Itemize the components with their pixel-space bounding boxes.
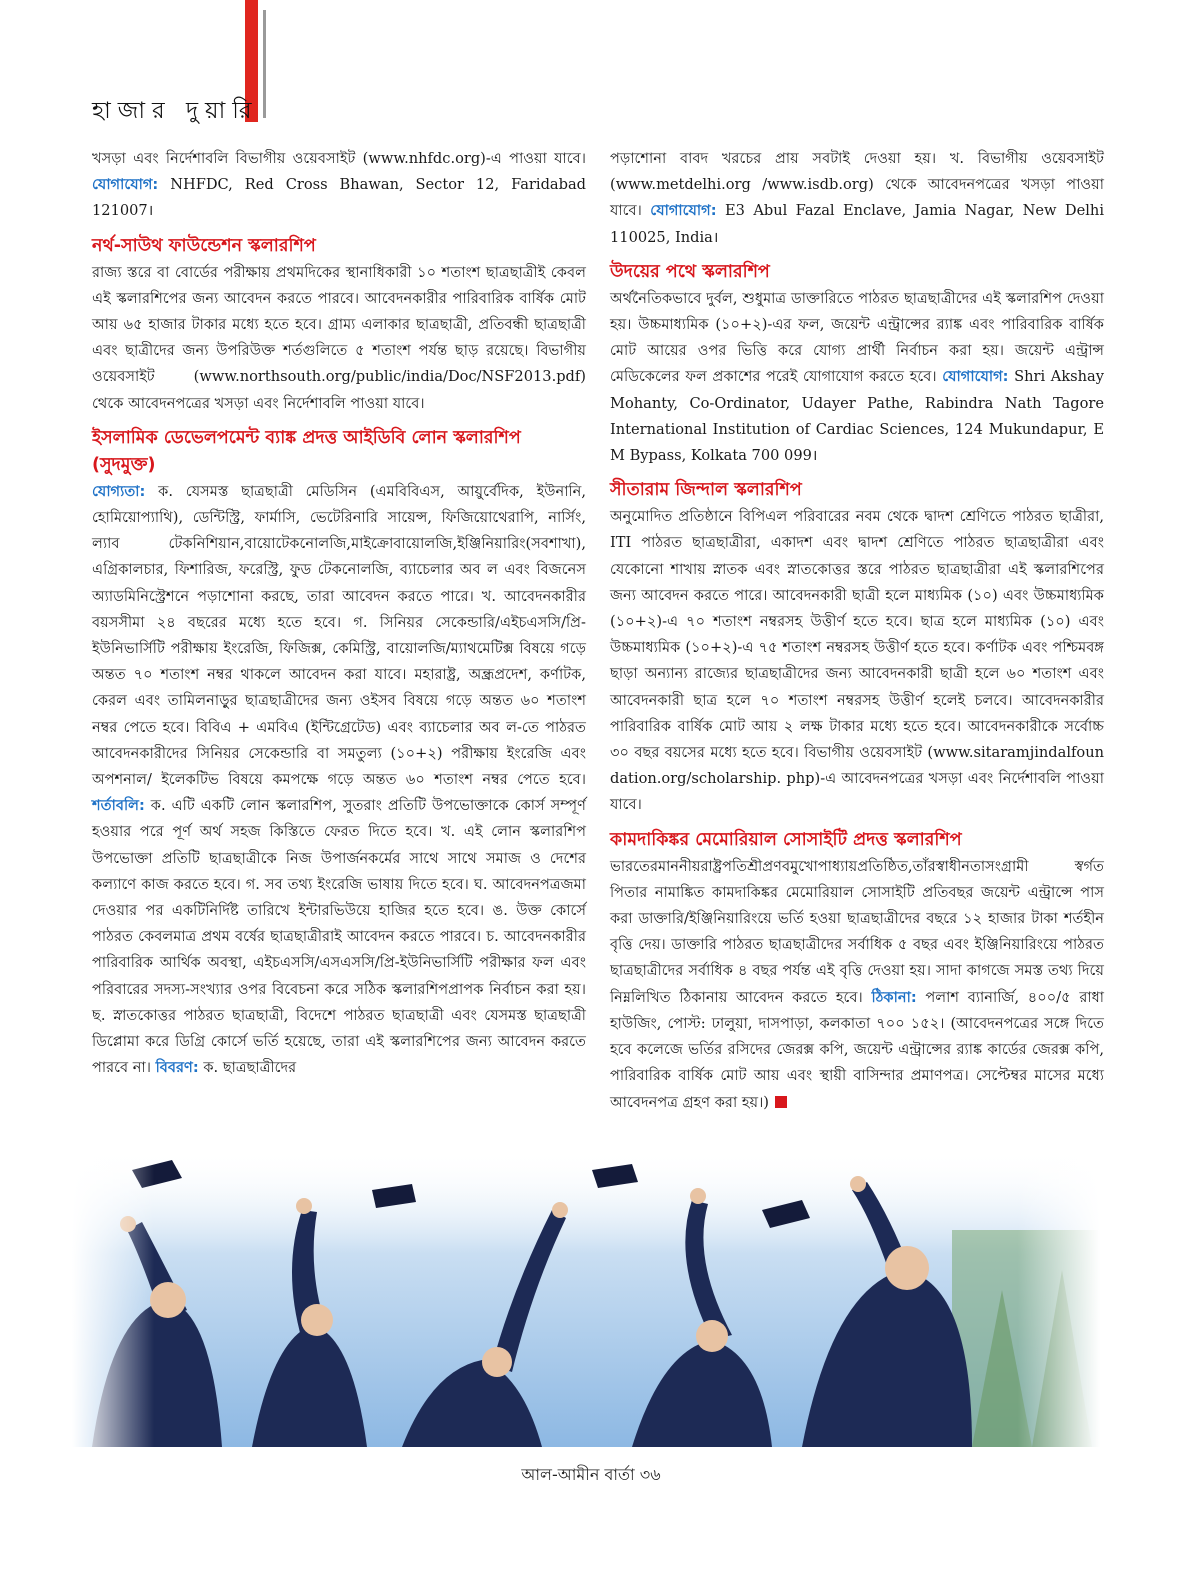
kamdakinkar-text: ভারতেরমাননীয়রাষ্ট্রপতিশ্রীপ্রণবমুখোপাধ্যায়প্রতিষ্ঠিত,তাঁরস্বাধীনতাসংগ্রামী স্বর্গত পিতার নামাঙ্কিত কামদাকিঙ্কর মেমোরিয়াল সোসাইটি প্রতিবছর জয়েন্ট এন্ট্রান্সে পাস করা ডাক্তারি/ইঞ্জিনিয়ারিংয়ে ভর্তি হওয়া ছাত্রছাত্রীদের বছরে ১২ হাজার টাকা শর্তহীন বৃত্তি দেয়। ডাক্তারি পাঠরত ছাত্রছাত্রীদের সর্বাধিক ৫ বছর এবং ইঞ্জিনিয়ারিংয়ে পাঠরত ছাত্রছাত্রীদের সর্বাধিক ৪ বছর পর্যন্ত এই বৃত্তি দেওয়া হয়। সাদা কাগজে সমস্ত তথ্য দিয়ে নিম্নলিখিত ঠিকানায় আবেদন করতে হবে। — [610, 857, 1104, 1006]
section-title-udayer-pathe: উদয়ের পথে স্কলারশিপ — [610, 261, 770, 282]
address-keyword: ঠিকানা: — [871, 988, 917, 1006]
contact-keyword: যোগাযোগ: — [92, 176, 159, 194]
right-column — [610, 146, 1104, 1116]
idb-eligibility-text: ক. যেসমস্ত ছাত্রছাত্রী মেডিসিন (এমবিবিএস, আয়ুর্বেদিক, ইউনানি, হোমিয়োপ্যাথি), ডেন্টিস্ট্রি, ফার্মাসি, ভেটেরিনারি সায়েন্স, ফিজিয়োথেরাপি, নার্সিং, ল্যাব টেকনিশিয়ান,বায়োটেকনোলজি,মাইক্রোবায়োলজি,ইঞ্জিনিয়ারিং(সবশাখা), এগ্রিকালচার, ফিশারিজ, ফরেস্ট্রি, ফুড টেকনোলজি, ব্যাচেলার অব ল এবং বিজনেস অ্যাডমিনিস্ট্রেশনে পড়াশোনা করছে, তারা আবেদন করতে পারে। খ. আবেদনকারীর বয়সসীমা ২৪ বছরের মধ্যে হতে হবে। গ. সিনিয়র সেকেন্ডারি/এইচএসসি/প্রি-ইউনিভার্সিটি পরীক্ষায় ইংরেজি, ফিজিক্স, কেমিস্ট্রি, বায়োলজি/ম্যাথমেটিক্স বিষয়ে গড়ে অন্তত ৭০ শতাংশ নম্বর থাকলে আবেদন করা যাবে। মহারাষ্ট্র, অন্ধ্রপ্রদেশ, কর্ণাটক, কেরল এবং তামিলনাড়ুর ছাত্রছাত্রীদের জন্য ওইসব বিষয়ে গড়ে অন্তত ৬০ শতাংশ নম্বর পেতে হবে। বিবিএ + এমবিএ (ইন্টিগ্রেটেড) এবং ব্যাচেলার অব ল-তে পাঠরত আবেদনকারীদের সিনিয়র সেকেন্ডারি বা সমতুল্য (১০+২) পরীক্ষায় ইংরেজি এবং অপশনাল/ ইলেকটিভ বিষয়ে কমপক্ষে গড়ে অন্তত ৬০ শতাংশ নম্বর পেতে হবে। — [92, 482, 586, 789]
page-footer: আল-আমীন বার্তা ৩৬ — [521, 1465, 661, 1484]
section-title-kamdakinkar: কামদাকিঙ্কর মেমোরিয়াল সোসাইটি প্রদত্ত স্কলারশিপ — [610, 829, 962, 850]
header-gray-bar — [263, 10, 266, 118]
right-intro — [610, 146, 1104, 251]
graduation-photo — [72, 1150, 1100, 1447]
contact-keyword: যোগাযোগ: — [650, 202, 717, 220]
section-title-north-south: নর্থ-সাউথ ফাউন্ডেশন স্কলারশিপ — [92, 235, 316, 256]
page-header: হাজার দুয়ারি — [92, 98, 259, 124]
section-body-sitaram-jindal: অনুমোদিত প্রতিষ্ঠানে বিপিএল পরিবারের নবম থেকে দ্বাদশ শ্রেণিতে পাঠরত ছাত্রীরা, ITI পাঠরত ছাত্রছাত্রীরা, একাদশ এবং দ্বাদশ শ্রেণিতে পাঠরত ছাত্রছাত্রীরা এবং যেকোনো শাখায় স্নাতক এবং স্নাতকোত্তর স্তরে পাঠরত ছাত্রছাত্রীরা এই স্কলারশিপের জন্য আবেদন করতে পারে। আবেদনকারী ছাত্রী হলে মাধ্যমিক (১০) এবং উচ্চমাধ্যমিক (১০+২)-এ ৭০ শতাংশ নম্বরসহ উত্তীর্ণ হতে হবে। ছাত্র হলে মাধ্যমিক (১০) এবং উচ্চমাধ্যমিক (১০+২)-এ ৭৫ শতাংশ নম্বরসহ উত্তীর্ণ হতে হবে। কর্ণাটক এবং পশ্চিমবঙ্গ ছাড়া অন্যান্য রাজ্যের ছাত্রছাত্রীদের জন্য আবেদনকারী ছাত্রী হলে ৬০ শতাংশ এবং আবেদনকারী ছাত্র হলে ৭০ শতাংশ নম্বরসহ উত্তীর্ণ হলেই চলবে। আবেদনকারীর পারিবারিক বার্ষিক মোট আয় ২ লক্ষ টাকার মধ্যে হতে হবে। আবেদনকারীকে সর্বোচ্চ ৩০ বছর বয়সের মধ্যে হতে হবে। বিভাগীয় ওয়েবসাইট (www.sitaramjindalfoun dation.org/scholarship. php)-এ আবেদনপত্রের খসড়া এবং নির্দেশাবলি পাওয়া যাবে। — [610, 508, 1104, 814]
udayer-pathe-text: অর্থনৈতিকভাবে দুর্বল, শুধুমাত্র ডাক্তারিতে পাঠরত ছাত্রছাত্রীদের এই স্কলারশিপ দেওয়া হয়। উচ্চমাধ্যমিক (১০+২)-এর ফল, জয়েন্ট এন্ট্রান্সের র‍্যাঙ্ক এবং পারিবারিক বার্ষিক মোট আয়ের ওপর ভিত্তি করে যোগ্য প্রার্থী নির্বাচন করা হয়। জয়েন্ট এন্ট্রান্স মেডিকেলের ফল প্রকাশের পরেই যোগাযোগ করতে হবে। — [610, 289, 1104, 386]
eligibility-keyword: যোগ্যতা: — [92, 482, 146, 500]
idb-details-text: ক. ছাত্রছাত্রীদের — [203, 1059, 297, 1077]
section-body-idb — [92, 479, 586, 1082]
graduation-photo-illustration — [72, 1150, 1100, 1447]
conditions-keyword: শর্তাবলি: — [92, 797, 145, 815]
idb-conditions-text: ক. এটি একটি লোন স্কলারশিপ, সুতরাং প্রতিটি উপভোক্তাকে কোর্স সম্পূর্ণ হওয়ার পরে পূর্ণ অর্থ সহজ কিস্তিতে ফেরত দিতে হবে। খ. এই লোন স্কলারশিপ উপভোক্তা প্রতিটি ছাত্রছাত্রীকে নিজ উপার্জনকর্মের সাথে সাথে সমাজ ও দেশের কল্যাণে কাজ করতে হবে। গ. সব তথ্য ইংরেজি ভাষায় দিতে হবে। ঘ. আবেদনপত্রজমা দেওয়ার পর একটিনির্দিষ্ট তারিখে ইন্টারভিউয়ে হাজির হতে হবে। ঙ. উক্ত কোর্সে পাঠরত কেবলমাত্র প্রথম বর্ষের ছাত্রছাত্রীরাই আবেদন করতে পারবে। চ. আবেদনকারীর পারিবারিক আর্থিক অবস্থা, এইচএসসি/এসএসসি/প্রি-ইউনিভার্সিটি পরীক্ষার ফল এবং পরিবারের সদস্য-সংখ্যার ওপর বিবেচনা করে সঠিক স্কলারশিপপ্রাপক নির্বাচন করা হয়। ছ. স্নাতকোত্তর পাঠরত ছাত্রছাত্রী, বিদেশে পাঠরত ছাত্রছাত্রী এবং যেসমস্ত ছাত্রছাত্রী ডিপ্লোমা করে ডিগ্রি কোর্সে ভর্তি হয়েছে, তারা এই স্কলারশিপের জন্য আবেদন করতে পারবে না। — [92, 797, 586, 1077]
left-column — [92, 146, 586, 1082]
kamdakinkar-address: পলাশ ব্যানার্জি, ৪০০/৫ রাধা হাউজিং, পোস্ট: ঢালুয়া, দাসপাড়া, কলকাতা ৭০০ ১৫২। (আবেদনপত্রের সঙ্গে দিতে হবে কলেজে ভর্তির রসিদের জেরক্স কপি, জয়েন্ট এন্ট্রান্সের র‍্যাঙ্ক কার্ডের জেরক্স কপি, পারিবারিক বার্ষিক মোট আয় এবং স্থায়ী বাসিন্দার প্রমাণপত্র। সেপ্টেম্বর মাসের মধ্যে আবেদনপত্র গ্রহণ করা হয়।) — [610, 988, 1104, 1111]
right-intro-text: পড়াশোনা বাবদ খরচের প্রায় সবটাই দেওয়া হয়। খ. বিভাগীয় ওয়েবসাইট (www.metdelhi.org /www.isdb.org) থেকে আবেদনপত্রের খসড়া পাওয়া যাবে। — [610, 150, 1104, 220]
left-intro-text: খসড়া এবং নির্দেশাবলি বিভাগীয় ওয়েবসাইট (www.nhfdc.org)-এ পাওয়া যাবে। — [92, 150, 586, 167]
details-keyword: বিবরণ: — [155, 1059, 199, 1077]
section-body-north-south: রাজ্য স্তরে বা বোর্ডের পরীক্ষায় প্রথমদিকের স্থানাধিকারী ১০ শতাংশ ছাত্রছাত্রীই কেবল এই স্কলারশিপের জন্য আবেদন করতে পারবে। আবেদনকারীর পারিবারিক বার্ষিক মোট আয় ৬৫ হাজার টাকার মধ্যে হতে হবে। গ্রাম্য এলাকার ছাত্রছাত্রী, প্রতিবন্ধী ছাত্রছাত্রী এবং ছাত্রীদের জন্য উপরিউক্ত শর্তগুলিতে ৫ শতাংশ পর্যন্ত ছাড় রয়েছে। বিভাগীয় ওয়েবসাইট (www.northsouth.org/public/india/Doc/NSF2013.pdf) থেকে আবেদনপত্রের খসড়া এবং নির্দেশাবলি পাওয়া যাবে। — [92, 263, 586, 412]
contact-keyword: যোগাযোগ: — [942, 368, 1009, 386]
end-mark — [775, 1096, 787, 1108]
left-intro-contact: NHFDC, Red Cross Bhawan, Sector 12, Faridabad 121007। — [92, 176, 586, 220]
udayer-pathe-contact: Shri Akshay Mohanty, Co-Ordinator, Udayer Pathe, Rabindra Nath Tagore International Institution of Cardiac Sciences, 124 Mukundapur, E M Bypass, Kolkata 700 099। — [610, 368, 1104, 465]
section-title-sitaram-jindal: সীতারাম জিন্দাল স্কলারশিপ — [610, 480, 802, 501]
section-body-udayer-pathe — [610, 286, 1104, 469]
section-body-kamdakinkar — [610, 854, 1104, 1116]
section-title-idb: ইসলামিক ডেভেলপমেন্ট ব্যাঙ্ক প্রদত্ত আইডিবি লোন স্কলারশিপ (সুদমুক্ত) — [92, 427, 521, 475]
right-intro-contact: E3 Abul Fazal Enclave, Jamia Nagar, New Delhi 110025, India। — [610, 202, 1105, 246]
left-intro — [92, 146, 586, 225]
